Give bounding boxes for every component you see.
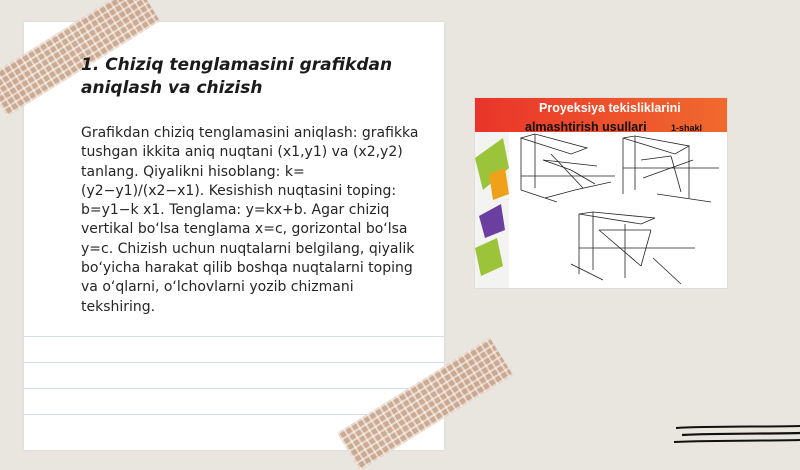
figure-label: 1-shakl: [671, 123, 703, 133]
paper-rule: [24, 362, 444, 363]
figure-title-line2: almashtirish usullari: [525, 120, 647, 134]
projection-figure: [474, 97, 728, 289]
slide-heading: 1. Chiziq tenglamasini grafikdan aniqlash va chizish: [81, 55, 393, 98]
paper-rule: [24, 336, 444, 337]
decorative-lines: [672, 422, 800, 446]
paper-rule: [24, 388, 444, 389]
figure-title-line1: Proyeksiya tekisliklarini: [539, 101, 681, 115]
slide-body-text: Grafikdan chiziq tenglamasini aniqlash: grafikka tushgan ikkita aniq nuqtani (x1,y1) va (x2,y2) tanlang. Qiyalikni hisoblang: k=(y2−y1)/(x2−x1). Kesishish nuqtasini toping: b=y1−k x1. Tenglama: y=kx+b. Agar chiziq vertikal bo‘lsa tenglama x=c, gorizontal bo‘lsa y=c. Chizish uchun nuqtalarni belgilang, qiyalik bo‘yicha harakat qilib boshqa nuqtalarni toping va o‘qlarni, o‘lchovlarni yozib chizmani tekshiring.: [81, 125, 419, 315]
